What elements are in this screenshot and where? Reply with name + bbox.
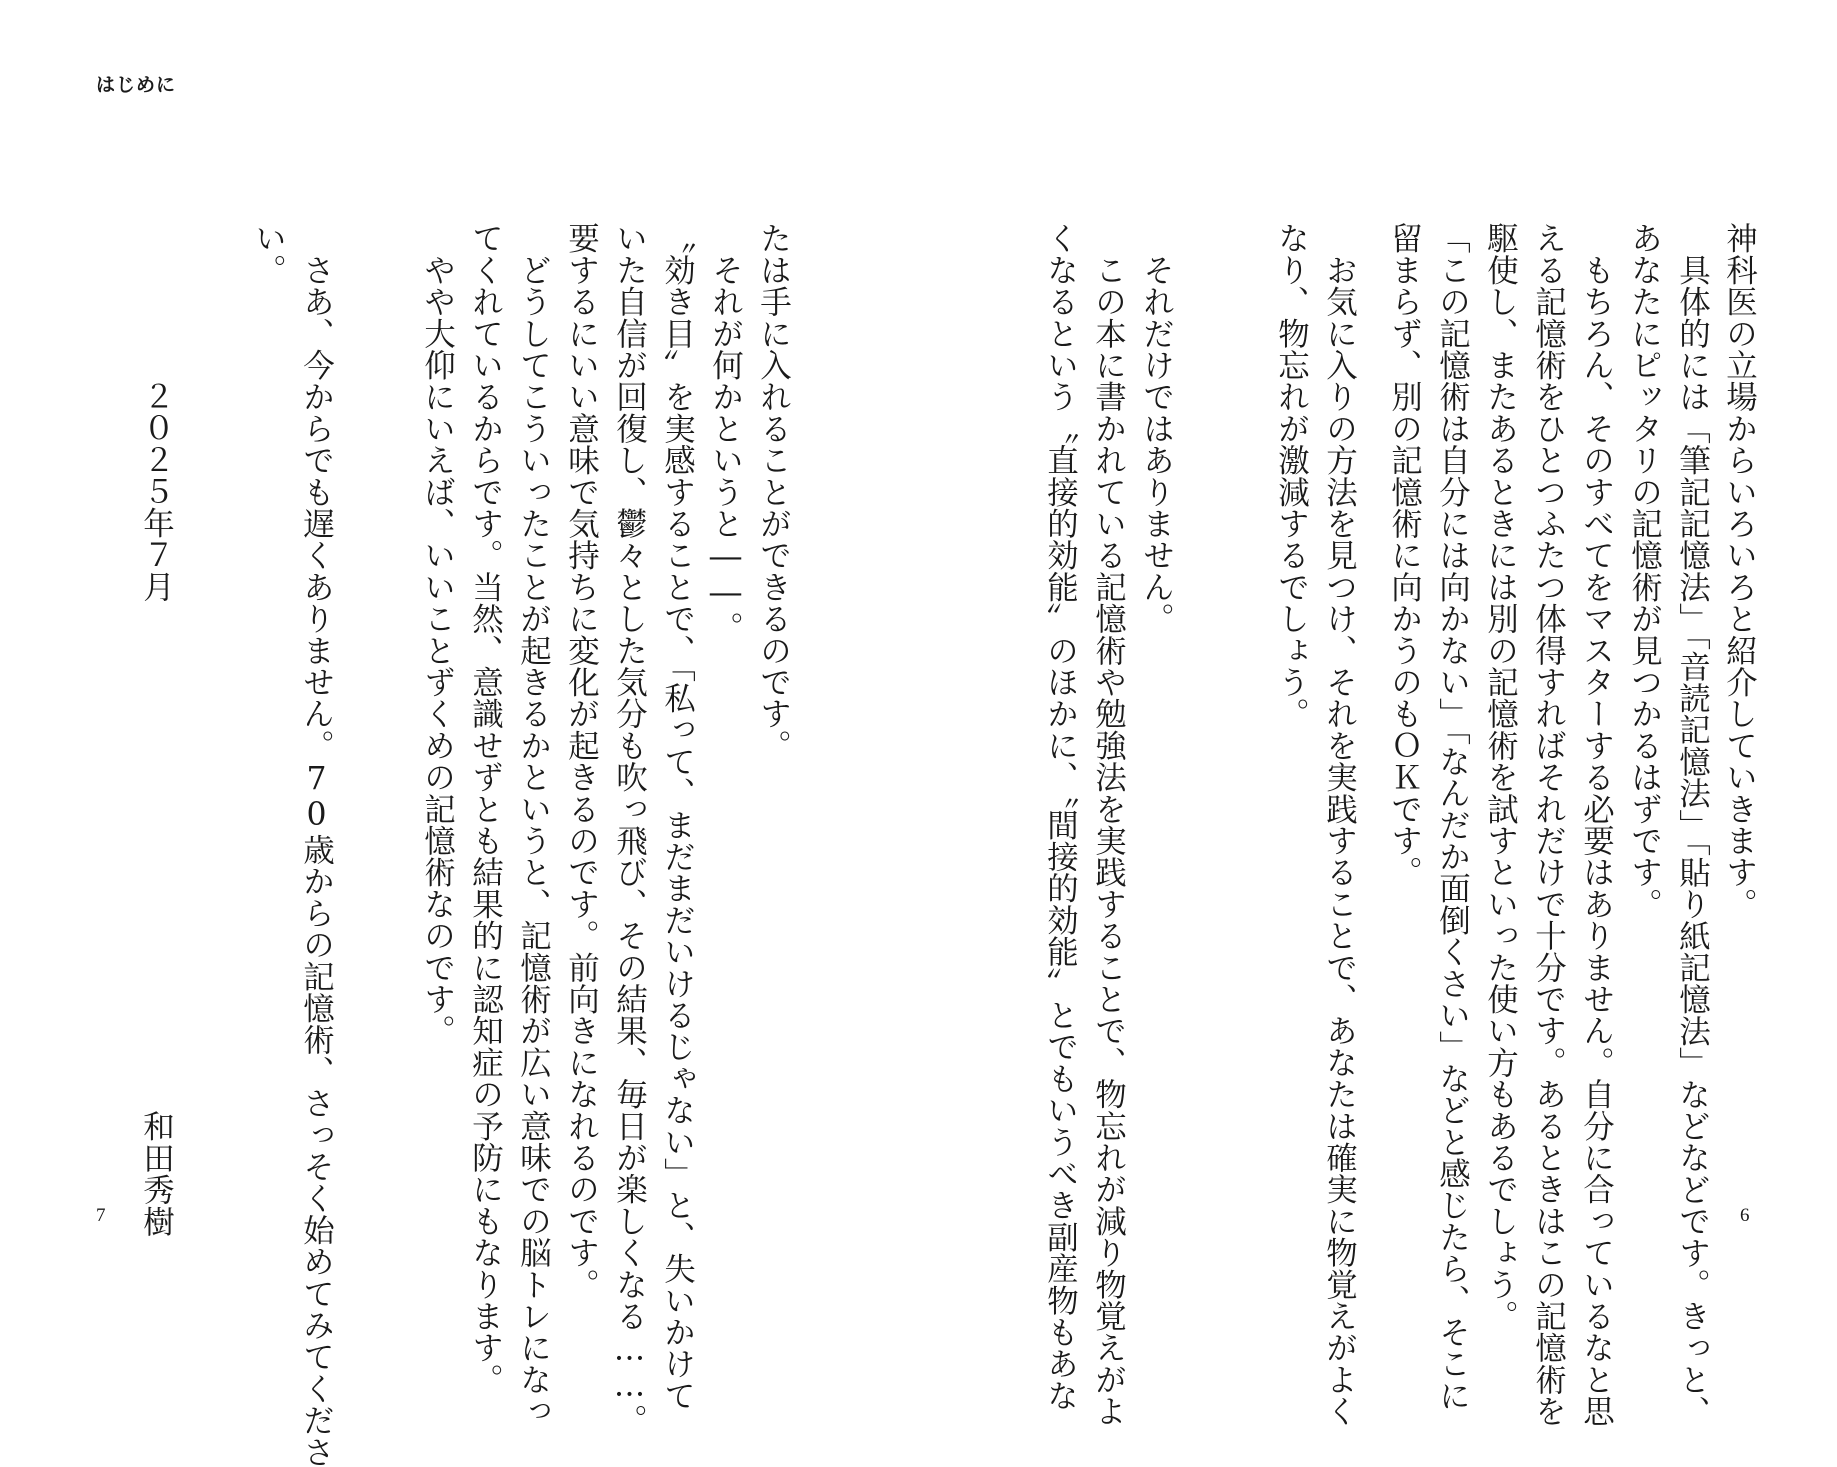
date: ２０２５年７月 xyxy=(138,380,175,602)
text-line: たは手に入れることができるのです。 xyxy=(755,222,792,761)
text-line: この本に書かれている記憶術や勉強法を実践することで、物忘れが減り物覚えがよ xyxy=(1090,222,1127,1427)
text-line: それだけではありません。 xyxy=(1138,222,1175,635)
text-line: 「この記憶術は自分には向かない」「なんだか面倒くさい」などと感じたら、そこに xyxy=(1434,222,1471,1411)
text-line: 要するにいい意味で気持ちに変化が起きるのです。前向きになれるのです。 xyxy=(563,222,600,1300)
text-line: あなたにピッタリの記憶術が見つかるはずです。 xyxy=(1626,222,1663,920)
running-head: はじめに xyxy=(96,74,177,96)
text-line: 〝効き目〟を実感することで、「私って、まだまだいけるじゃない」と、失いかけて xyxy=(659,222,696,1411)
text-line: い。 xyxy=(250,222,287,286)
text-line: 留まらず、別の記憶術に向かうのもＯＫです。 xyxy=(1386,222,1423,888)
author-name: 和田秀樹 xyxy=(138,1110,175,1237)
text-line: くなるという〝直接的効能〟のほかに、〝間接的効能〟とでもいうべき副産物もあな xyxy=(1042,222,1079,1411)
text-line: お気に入りの方法を見つけ、それを実践することで、あなたは確実に物覚えがよく xyxy=(1321,222,1358,1427)
text-line: さあ、今からでも遅くありません。70歳からの記憶術、さっそく始めてみてくださ xyxy=(298,222,335,1467)
page-number-right: 6 xyxy=(1740,1205,1750,1226)
text-line: どうしてこういったことが起きるかというと、記憶術が広い意味での脳トレになっ xyxy=(515,222,552,1427)
page-number-left: 7 xyxy=(96,1205,106,1226)
text-line: 駆使し、またあるときには別の記憶術を試すといった使い方もあるでしょう。 xyxy=(1482,222,1519,1332)
text-line: やや大仰にいえば、いいことずくめの記憶術なのです。 xyxy=(419,222,456,1047)
text-line: それが何かというと――。 xyxy=(707,222,744,644)
text-line: もちろん、そのすべてをマスターする必要はありません。自分に合っているなと思 xyxy=(1578,222,1615,1427)
text-line: なり、物忘れが激減するでしょう。 xyxy=(1273,222,1310,730)
text-line: える記憶術をひとつふたつ体得すればそれだけで十分です。あるときはこの記憶術を xyxy=(1530,222,1567,1427)
text-line: てくれているからです。当然、意識せずとも結果的に認知症の予防にもなります。 xyxy=(467,222,504,1395)
text-line: 具体的には「筆記記憶法」「音読記憶法」「貼り紙記憶法」などなどです。きっと、 xyxy=(1674,222,1711,1427)
text-line: 神科医の立場からいろいろと紹介していきます。 xyxy=(1721,222,1758,920)
text-line: いた自信が回復し、鬱々とした気分も吹っ飛び、その結果、毎日が楽しくなる……。 xyxy=(611,222,648,1436)
